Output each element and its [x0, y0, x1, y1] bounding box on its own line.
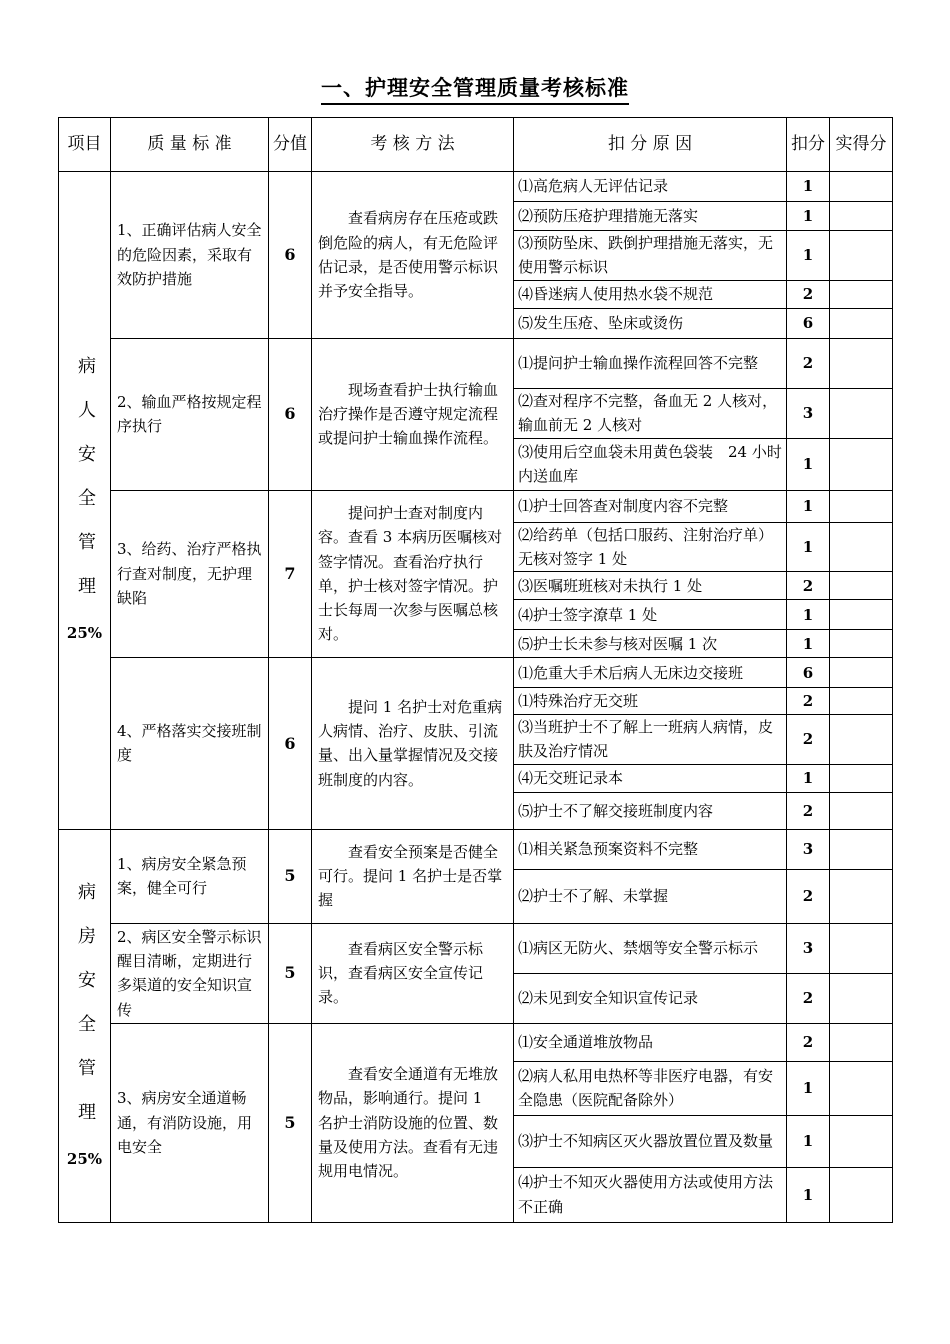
deduction-points: 2 [787, 715, 830, 765]
deduction-points: 2 [787, 869, 830, 923]
score-value: 5 [269, 829, 312, 923]
actual-score-input[interactable] [830, 308, 893, 338]
section-name: 病房安全管理 [75, 881, 96, 1146]
actual-score-input[interactable] [830, 600, 893, 630]
deduction-reason: ⑶当班护士不了解上一班病人病情，皮肤及治疗情况 [514, 715, 787, 765]
deduction-points: 1 [787, 1115, 830, 1167]
header-deduct: 扣分 [787, 118, 830, 172]
score-value: 6 [269, 658, 312, 830]
deduction-reason: ⑴特殊治疗无交班 [514, 688, 787, 715]
deduction-reason: ⑶使用后空血袋未用黄色袋装 24 小时内送血库 [514, 438, 787, 490]
actual-score-input[interactable] [830, 572, 893, 600]
deduction-reason: ⑴护士回答查对制度内容不完整 [514, 490, 787, 522]
deduction-reason: ⑴相关紧急预案资料不完整 [514, 829, 787, 869]
deduction-reason: ⑵病人私用电热杯等非医疗电器，有安全隐患（医院配备除外） [514, 1061, 787, 1115]
header-method: 考 核 方 法 [312, 118, 514, 172]
deduction-reason: ⑷昏迷病人使用热水袋不规范 [514, 280, 787, 308]
assessment-method: 现场查看护士执行输血治疗操作是否遵守规定流程或提问护士输血操作流程。 [312, 338, 514, 490]
deduction-points: 1 [787, 1167, 830, 1222]
deduction-reason: ⑵预防压疮护理措施无落实 [514, 202, 787, 231]
actual-score-input[interactable] [830, 1115, 893, 1167]
actual-score-input[interactable] [830, 522, 893, 572]
actual-score-input[interactable] [830, 792, 893, 829]
actual-score-input[interactable] [830, 973, 893, 1023]
deduction-points: 2 [787, 792, 830, 829]
table-row [59, 490, 893, 522]
table-row [59, 658, 893, 688]
actual-score-input[interactable] [830, 630, 893, 658]
deduction-points: 2 [787, 973, 830, 1023]
assessment-method: 查看病房存在压疮或跌倒危险的病人，有无危险评估记录，是否使用警示标识并予安全指导。 [312, 172, 514, 339]
actual-score-input[interactable] [830, 172, 893, 202]
deduction-points: 2 [787, 688, 830, 715]
score-value: 7 [269, 490, 312, 658]
quality-standard: 3、病房安全通道畅通，有消防设施，用电安全 [111, 1023, 269, 1222]
deduction-reason: ⑵查对程序不完整，备血无 2 人核对，输血前无 2 人核对 [514, 388, 787, 438]
header-project: 项目 [59, 118, 111, 172]
section-name-cell [59, 829, 111, 1222]
deduction-reason: ⑶预防坠床、跌倒护理措施无落实，无使用警示标识 [514, 231, 787, 281]
score-value: 5 [269, 923, 312, 1023]
quality-standard: 1、正确评估病人安全的危险因素，采取有效防护措施 [111, 172, 269, 339]
deduction-reason: ⑴高危病人无评估记录 [514, 172, 787, 202]
deduction-points: 2 [787, 572, 830, 600]
page-title: 一、护理安全管理质量考核标准 [0, 72, 950, 102]
deduction-points: 1 [787, 600, 830, 630]
deduction-points: 3 [787, 388, 830, 438]
score-value: 5 [269, 1023, 312, 1222]
assessment-method: 提问护士查对制度内容。查看 3 本病历医嘱核对签字情况。查看治疗执行单，护士核对签字情况。护士长每周一次参与医嘱总核对。 [312, 490, 514, 658]
assessment-method: 提问 1 名护士对危重病人病情、治疗、皮肤、引流量、出入量掌握情况及交接班制度的内容。 [312, 658, 514, 830]
deduction-points: 3 [787, 829, 830, 869]
deduction-points: 1 [787, 522, 830, 572]
table-row [59, 1023, 893, 1061]
deduction-reason: ⑸护士长未参与核对医嘱 1 次 [514, 630, 787, 658]
actual-score-input[interactable] [830, 1167, 893, 1222]
deduction-reason: ⑵未见到安全知识宣传记录 [514, 973, 787, 1023]
deduction-reason: ⑷无交班记录本 [514, 764, 787, 792]
deduction-points: 2 [787, 280, 830, 308]
quality-standard: 2、病区安全警示标识醒目清晰，定期进行多渠道的安全知识宣传 [111, 923, 269, 1023]
section-percent: 25% [66, 624, 103, 643]
deduction-reason: ⑴危重大手术后病人无床边交接班 [514, 658, 787, 688]
deduction-reason: ⑶医嘱班班核对未执行 1 处 [514, 572, 787, 600]
actual-score-input[interactable] [830, 338, 893, 388]
actual-score-input[interactable] [830, 715, 893, 765]
deduction-points: 1 [787, 202, 830, 231]
section-percent: 25% [66, 1149, 103, 1168]
header-row [59, 118, 893, 172]
deduction-points: 6 [787, 308, 830, 338]
assessment-method: 查看安全预案是否健全可行。提问 1 名护士是否掌握 [312, 829, 514, 923]
table-row [59, 338, 893, 388]
actual-score-input[interactable] [830, 388, 893, 438]
actual-score-input[interactable] [830, 658, 893, 688]
deduction-reason: ⑸发生压疮、坠床或烫伤 [514, 308, 787, 338]
deduction-reason: ⑷护士签字潦草 1 处 [514, 600, 787, 630]
actual-score-input[interactable] [830, 202, 893, 231]
actual-score-input[interactable] [830, 1023, 893, 1061]
actual-score-input[interactable] [830, 1061, 893, 1115]
deduction-reason: ⑴病区无防火、禁烟等安全警示标示 [514, 923, 787, 973]
section-name: 病人安全管理 [75, 356, 96, 621]
actual-score-input[interactable] [830, 764, 893, 792]
header-score: 分值 [269, 118, 312, 172]
actual-score-input[interactable] [830, 688, 893, 715]
quality-standard: 1、病房安全紧急预案，健全可行 [111, 829, 269, 923]
assessment-method: 查看安全通道有无堆放物品，影响通行。提问 1 名护士消防设施的位置、数量及使用方法。查看有无违规用电情况。 [312, 1023, 514, 1222]
score-value: 6 [269, 172, 312, 339]
deduction-points: 1 [787, 438, 830, 490]
deduction-points: 1 [787, 630, 830, 658]
quality-standard: 4、严格落实交接班制度 [111, 658, 269, 830]
deduction-points: 1 [787, 231, 830, 281]
deduction-reason: ⑴安全通道堆放物品 [514, 1023, 787, 1061]
deduction-reason: ⑷护士不知灭火器使用方法或使用方法不正确 [514, 1167, 787, 1222]
deduction-points: 3 [787, 923, 830, 973]
header-actual: 实得分 [830, 118, 893, 172]
section-name-cell [59, 172, 111, 830]
actual-score-input[interactable] [830, 280, 893, 308]
score-value: 6 [269, 338, 312, 490]
quality-standard: 3、给药、治疗严格执行查对制度，无护理缺陷 [111, 490, 269, 658]
quality-standard: 2、输血严格按规定程序执行 [111, 338, 269, 490]
table-row [59, 172, 893, 202]
deduction-reason: ⑵给药单（包括口服药、注射治疗单）无核对签字 1 处 [514, 522, 787, 572]
deduction-points: 1 [787, 764, 830, 792]
actual-score-input[interactable] [830, 829, 893, 869]
deduction-reason: ⑴提问护士输血操作流程回答不完整 [514, 338, 787, 388]
header-reason: 扣 分 原 因 [514, 118, 787, 172]
deduction-points: 1 [787, 172, 830, 202]
deduction-reason: ⑵护士不了解、未掌握 [514, 869, 787, 923]
deduction-reason: ⑶护士不知病区灭火器放置位置及数量 [514, 1115, 787, 1167]
table-row [59, 923, 893, 973]
table-row [59, 829, 893, 869]
actual-score-input[interactable] [830, 438, 893, 490]
actual-score-input[interactable] [830, 231, 893, 281]
deduction-points: 6 [787, 658, 830, 688]
deduction-points: 2 [787, 1023, 830, 1061]
assessment-table [58, 117, 893, 1223]
deduction-points: 2 [787, 338, 830, 388]
deduction-points: 1 [787, 490, 830, 522]
actual-score-input[interactable] [830, 923, 893, 973]
actual-score-input[interactable] [830, 869, 893, 923]
deduction-reason: ⑸护士不了解交接班制度内容 [514, 792, 787, 829]
header-standard: 质 量 标 准 [111, 118, 269, 172]
assessment-method: 查看病区安全警示标识，查看病区安全宣传记录。 [312, 923, 514, 1023]
deduction-points: 1 [787, 1061, 830, 1115]
actual-score-input[interactable] [830, 490, 893, 522]
